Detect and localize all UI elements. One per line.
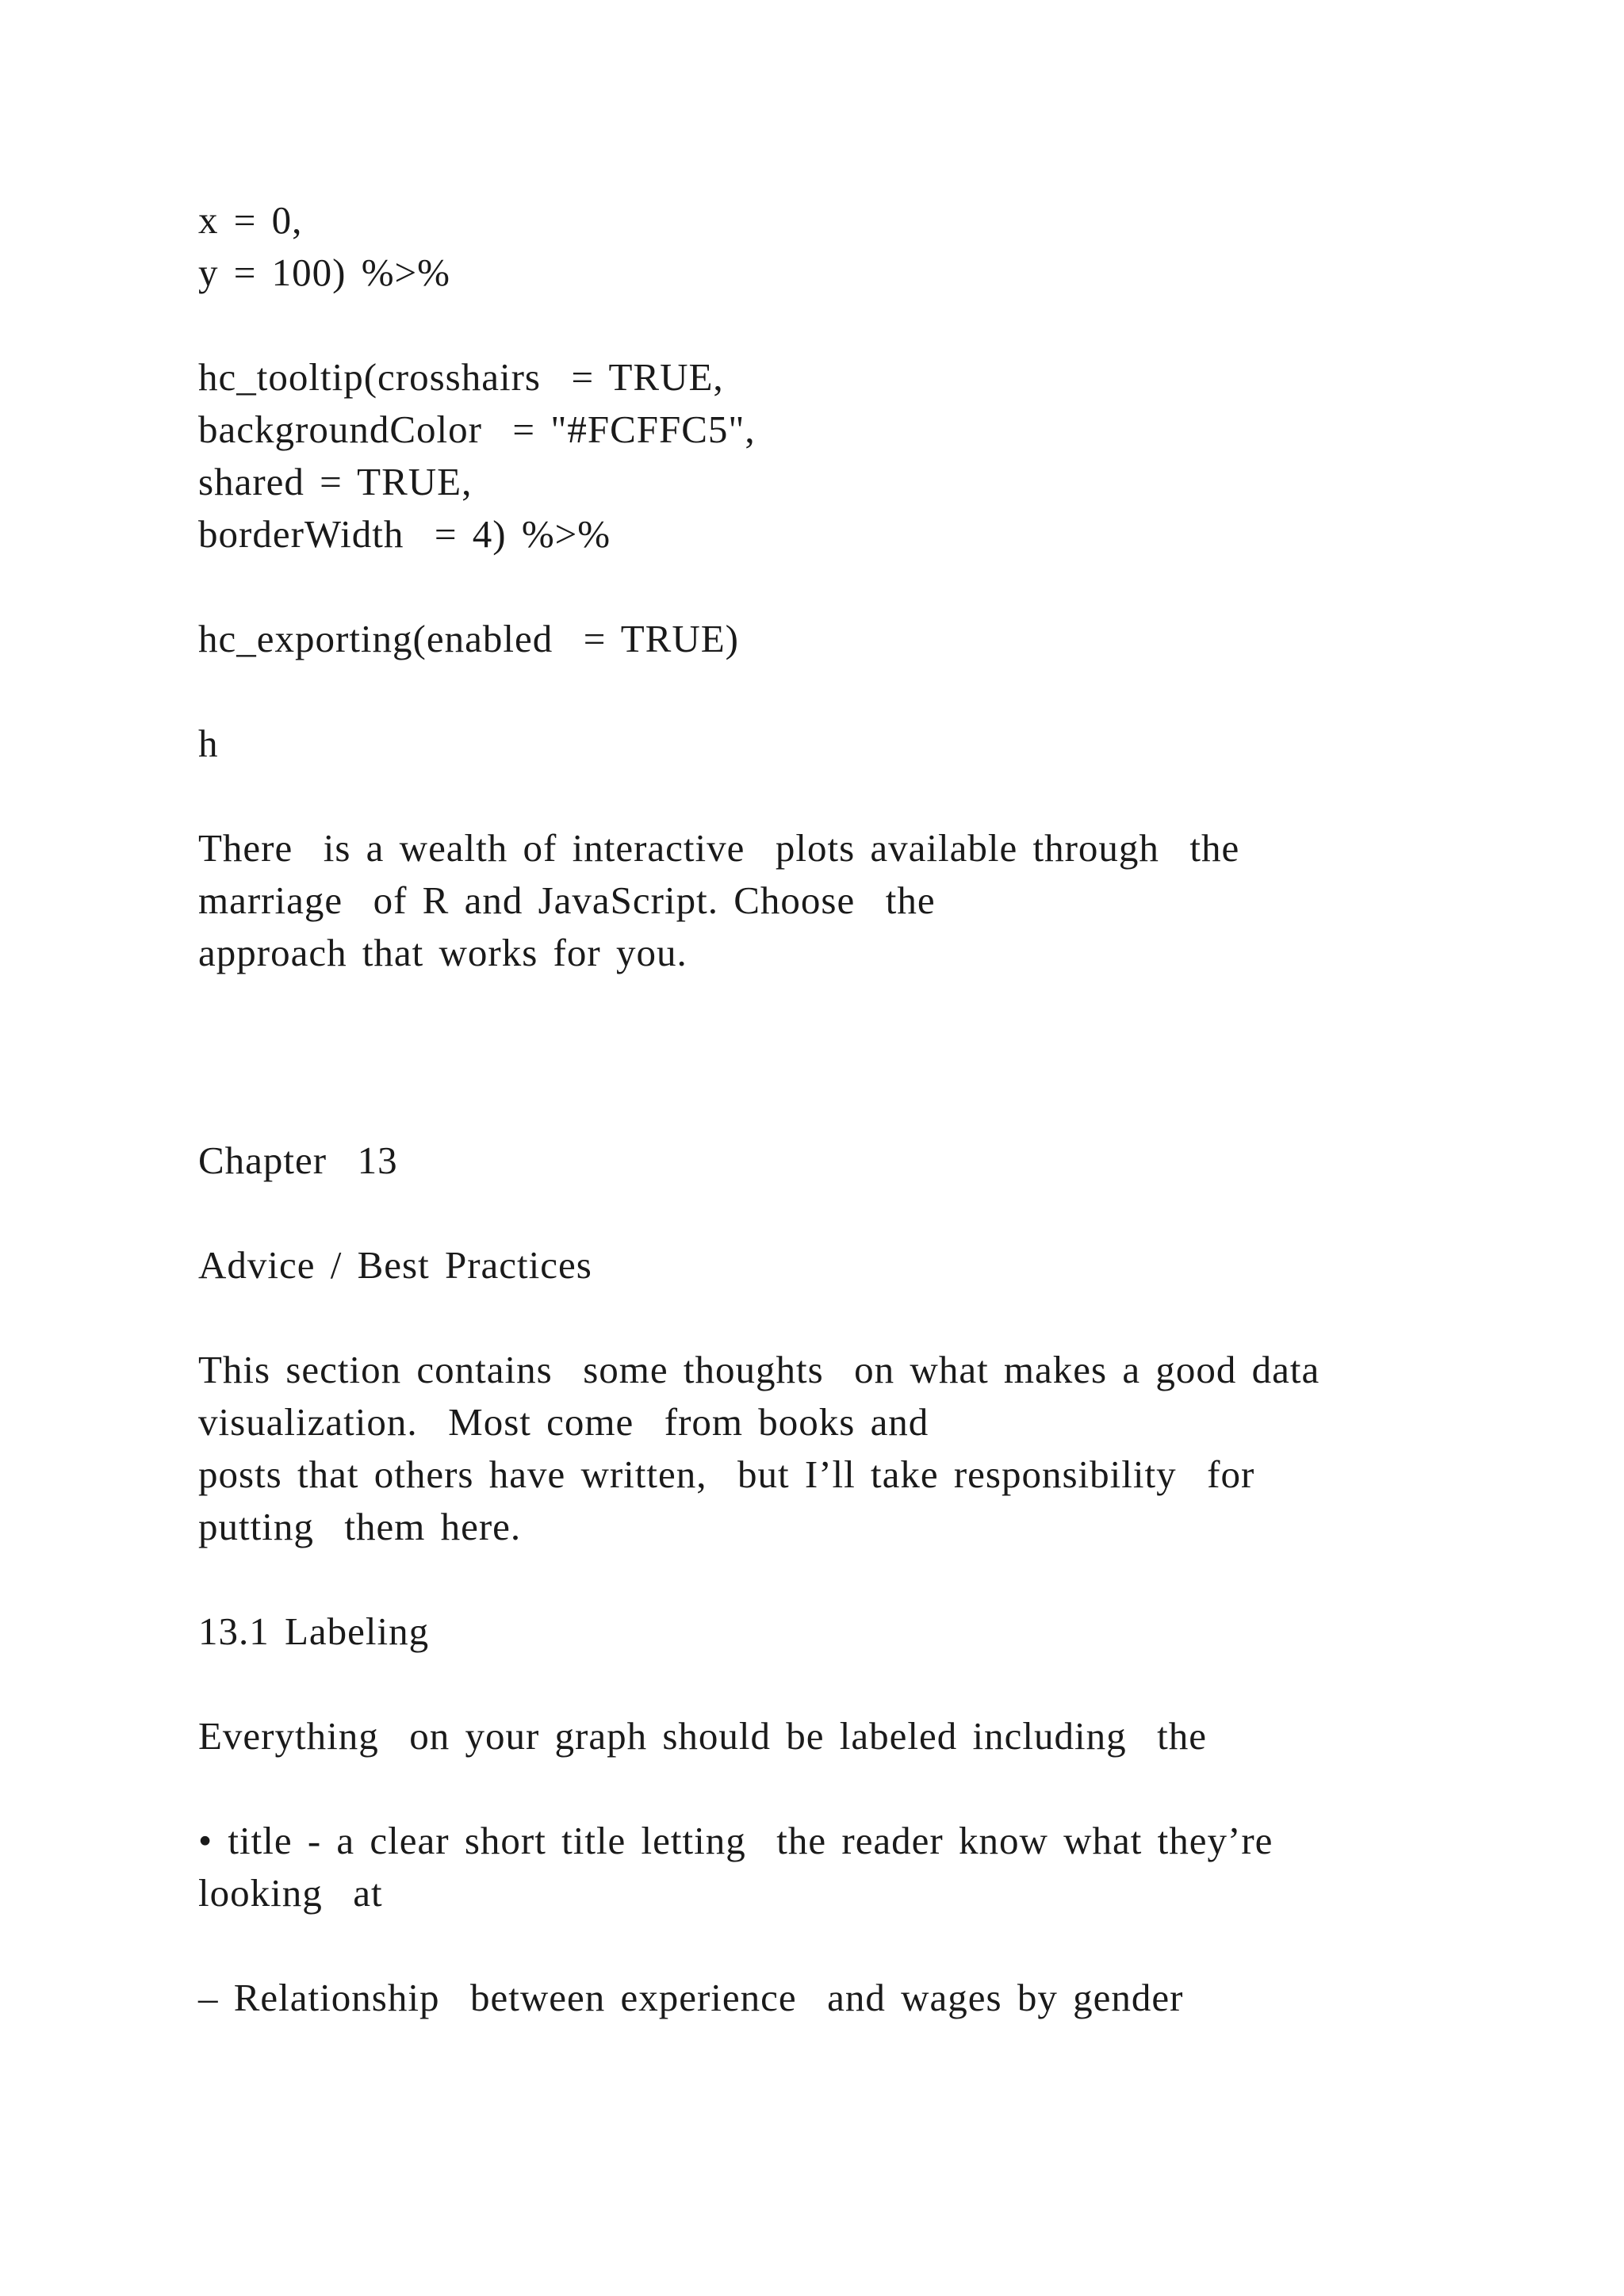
chapter-heading: Chapter 13 [198, 1138, 398, 1182]
chapter-title: Advice / Best Practices [198, 1243, 592, 1287]
code-line-shared: shared = TRUE, [198, 460, 473, 503]
code-line-h: h [198, 721, 219, 765]
code-line-border-width: borderWidth = 4) %>% [198, 512, 611, 556]
paragraph-section-line-3: posts that others have written, but I’ll take responsibility for [198, 1452, 1255, 1496]
code-line-x: x = 0, [198, 198, 303, 242]
paragraph-interactive-line-3: approach that works for you. [198, 931, 688, 974]
code-line-background-color: backgroundColor = "#FCFFC5", [198, 408, 756, 451]
code-line-y: y = 100) %>% [198, 251, 450, 294]
paragraph-section-line-2: visualization. Most come from books and [198, 1400, 929, 1444]
bullet-title-line-1: • title - a clear short title letting the reader know what they’re [198, 1819, 1274, 1862]
bullet-title-line-2: looking at [198, 1871, 383, 1915]
code-line-hc-tooltip: hc_tooltip(crosshairs = TRUE, [198, 355, 724, 399]
paragraph-interactive-line-1: There is a wealth of interactive plots available through the [198, 826, 1240, 870]
paragraph-interactive-line-2: marriage of R and JavaScript. Choose the [198, 878, 936, 922]
paragraph-section-line-4: putting them here. [198, 1505, 522, 1548]
paragraph-section-line-1: This section contains some thoughts on what makes a good data [198, 1348, 1320, 1391]
sub-bullet-example: – Relationship between experience and wages by gender [198, 1976, 1184, 2019]
paragraph-labeling: Everything on your graph should be labeled including the [198, 1714, 1207, 1758]
section-heading-labeling: 13.1 Labeling [198, 1609, 430, 1653]
code-line-hc-exporting: hc_exporting(enabled = TRUE) [198, 617, 739, 660]
